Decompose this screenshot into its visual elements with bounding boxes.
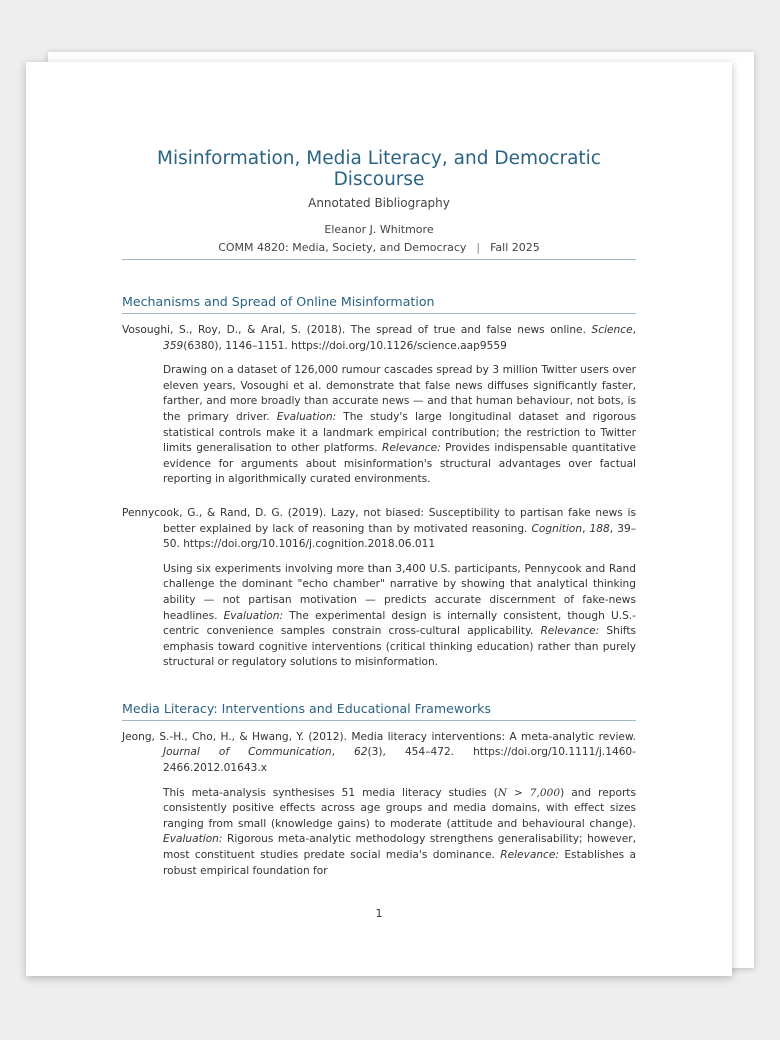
evaluation-label: Evaluation: xyxy=(276,410,337,423)
document-subtitle: Annotated Bibliography xyxy=(308,196,450,210)
header-rule xyxy=(122,259,636,260)
citation-volume: 62 xyxy=(354,746,368,759)
sample-size-math: N > 7,000 xyxy=(497,786,561,799)
annotation-summary: ) and reports consistently positive effects across age groups and media domains, with effect sizes ranging from small (knowledge gains) to moderate (attitude and behavioural change). xyxy=(163,786,636,830)
bibliography-entry xyxy=(122,506,636,671)
citation-journal: Science xyxy=(591,324,633,336)
annotation-evaluation: The study's large longitudinal dataset and rigorous statistical controls make it a landmark empirical contribution; the restriction to Twitter limits generalisation to other platforms. xyxy=(163,410,636,455)
annotation-summary: Drawing on a dataset of 126,000 rumour cascades spread by 3 million Twitter users over eleven years, Vosoughi et al. demonstrate that false news diffuses significantly faster, farther, and more broadly than accurate news — and that human behaviour, not bots, is the primary driver. xyxy=(163,364,636,423)
bibliography-entry xyxy=(122,323,636,488)
page-content xyxy=(122,148,636,879)
annotation xyxy=(163,363,636,488)
citation xyxy=(122,730,636,777)
annotation-relevance: Establishes a robust empirical foundation for xyxy=(163,849,636,877)
citation-text: Pennycook, G., & Rand, D. G. (2019). Lazy, not biased: Susceptibility to partisan fake news is better explained by lack of reasoning than by motivated reasoning. xyxy=(122,506,636,535)
relevance-label: Relevance: xyxy=(540,625,600,638)
annotation-evaluation: The experimental design is internally consistent, though U.S.-centric convenience samples constrain cross-cultural applicability. xyxy=(163,609,636,638)
evaluation-label: Evaluation: xyxy=(163,833,223,846)
annotation-relevance: Provides indispensable quantitative evidence for arguments about misinformation's structural advantages over factual reporting in algorithmically curated environments. xyxy=(163,442,636,486)
section-heading: Mechanisms and Spread of Online Misinformation xyxy=(122,294,636,314)
citation-volume: 188 xyxy=(589,522,610,535)
annotation-relevance: Shifts emphasis toward cognitive interventions (critical thinking education) rather than purely structural or regulatory solutions to misinformation. xyxy=(163,625,637,669)
relevance-label: Relevance: xyxy=(500,849,559,862)
course-line xyxy=(122,241,636,254)
annotation xyxy=(163,562,636,671)
evaluation-label: Evaluation: xyxy=(223,609,284,622)
separator: | xyxy=(476,241,481,254)
citation xyxy=(122,323,636,354)
citation-volume: 359 xyxy=(163,339,184,352)
annotation xyxy=(163,786,636,880)
citation-separator: , xyxy=(632,324,636,336)
citation xyxy=(122,506,636,553)
page-number: 1 xyxy=(375,907,383,920)
annotation-evaluation: Rigorous meta-analytic methodology strengthens generalisability; however, most constituent studies predate social media's dominance. xyxy=(163,833,636,862)
citation-doi: (6380), 1146–1151. https://doi.org/10.1126/science.aap9559 xyxy=(183,339,507,352)
author-name: Eleanor J. Whitmore xyxy=(324,223,434,236)
document-title: Misinformation, Media Literacy, and Democratic Discourse xyxy=(157,148,601,190)
annotation-summary: Using six experiments involving more than 3,400 U.S. participants, Pennycook and Rand challenge the dominant "echo chamber" narrative by showing that analytical thinking ability — not partisan motivation — predicts accurate discernment of fake-news headlines. xyxy=(163,562,636,622)
relevance-label: Relevance: xyxy=(382,442,441,455)
citation-doi: (3), 454–472. https://doi.org/10.1111/j.1460-2466.2012.01643.x xyxy=(163,746,636,775)
term: Fall 2025 xyxy=(490,241,540,254)
section-heading: Media Literacy: Interventions and Educational Frameworks xyxy=(122,701,636,721)
annotation-summary: This meta-analysis synthesises 51 media literacy studies ( xyxy=(163,786,498,799)
citation-separator: , xyxy=(331,746,355,759)
citation-doi: , 39–50. https://doi.org/10.1016/j.cognition.2018.06.011 xyxy=(163,522,636,551)
citation-journal: Cognition xyxy=(531,522,583,535)
citation-text: Jeong, S.-H., Cho, H., & Hwang, Y. (2012). Media literacy interventions: A meta-analytic review. xyxy=(122,730,636,743)
citation-separator: , xyxy=(582,522,590,535)
citation-text: Vosoughi, S., Roy, D., & Aral, S. (2018). The spread of true and false news online. xyxy=(122,324,592,336)
bibliography-entry xyxy=(122,730,636,879)
course-name: COMM 4820: Media, Society, and Democracy xyxy=(218,241,467,254)
document-page xyxy=(26,62,732,976)
citation-journal: Journal of Communication xyxy=(163,746,332,759)
